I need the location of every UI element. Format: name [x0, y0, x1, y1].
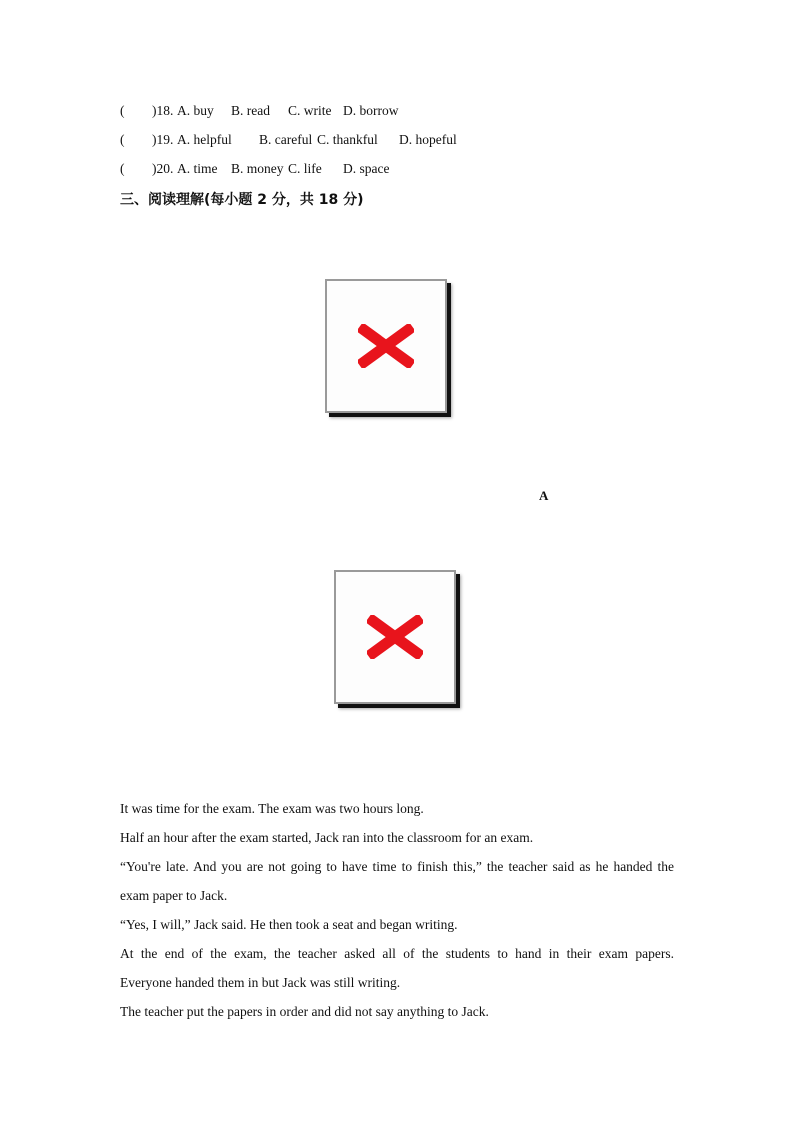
answer-paren: ( — [120, 132, 125, 147]
answer-paren: ( — [120, 161, 125, 176]
passage-line: Half an hour after the exam started, Jack ran into the classroom for an exam. — [120, 830, 534, 845]
option-b: B. money — [231, 161, 284, 176]
broken-image-icon — [358, 324, 414, 368]
broken-image-icon — [367, 615, 423, 659]
option-d: D. hopeful — [399, 132, 457, 147]
passage-line: It was time for the exam. The exam was two hours long. — [120, 801, 424, 816]
passage-line: exam paper to Jack. — [120, 888, 228, 903]
passage-label: A — [539, 488, 549, 503]
question-number: )18. — [152, 103, 174, 118]
passage-line: Everyone handed them in but Jack was still writing. — [120, 975, 401, 990]
passage-line: The teacher put the papers in order and did not say anything to Jack. — [120, 1004, 489, 1019]
option-a: A. helpful — [177, 132, 232, 147]
option-c: C. write — [288, 103, 332, 118]
section-heading: 三、阅读理解(每小题 2 分，共 18 分) — [120, 192, 364, 208]
question-number: )19. — [152, 132, 174, 147]
option-c: C. life — [288, 161, 322, 176]
passage-line: “You're late. And you are not going to have time to finish this,” the teacher said as he handed the — [120, 859, 674, 874]
option-a: A. buy — [177, 103, 214, 118]
option-b: B. read — [231, 103, 270, 118]
passage-line: “Yes, I will,” Jack said. He then took a seat and began writing. — [120, 917, 458, 932]
option-b: B. careful — [259, 132, 313, 147]
broken-image-1 — [325, 279, 447, 413]
question-number: )20. — [152, 161, 174, 176]
option-d: D. borrow — [343, 103, 399, 118]
option-c: C. thankful — [317, 132, 378, 147]
answer-paren: ( — [120, 103, 125, 118]
broken-image-2 — [334, 570, 456, 704]
passage-line: At the end of the exam, the teacher asked all of the students to hand in their exam papers. — [120, 946, 674, 961]
option-a: A. time — [177, 161, 218, 176]
option-d: D. space — [343, 161, 390, 176]
